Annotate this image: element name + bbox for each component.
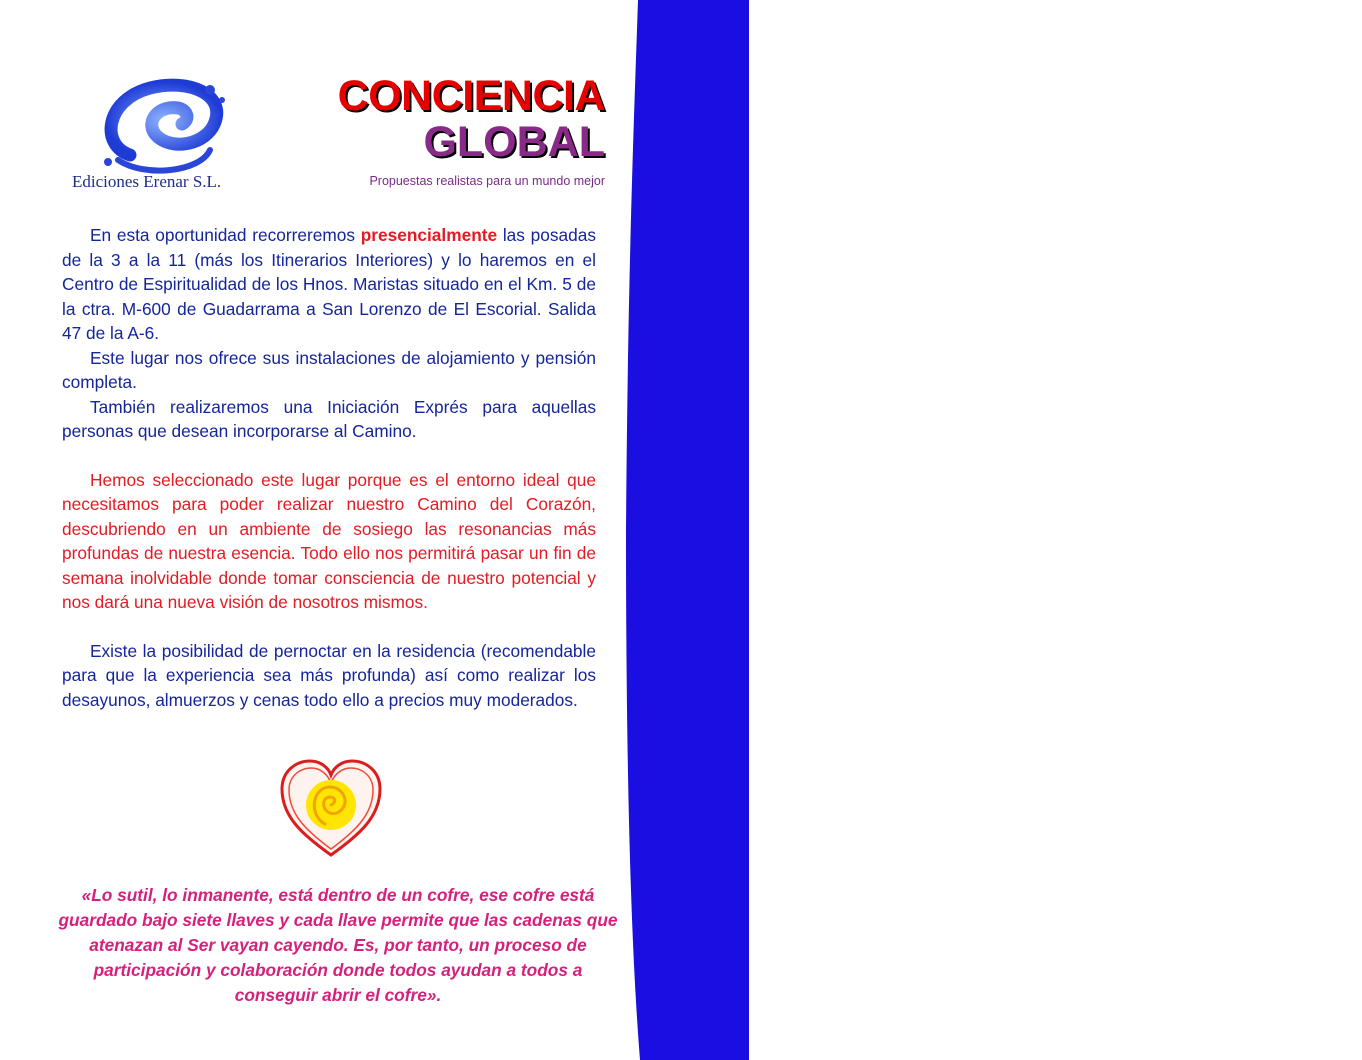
heart-spiral-icon — [278, 757, 384, 860]
company-name: Ediciones Erenar S.L. — [72, 172, 222, 191]
p1-text-start: En esta oportunidad recorreremos — [90, 225, 361, 245]
brand-tagline: Propuestas realistas para un mundo mejor — [369, 174, 605, 188]
paragraph-1 — [62, 223, 596, 346]
paragraph-2: Este lugar nos ofrece sus instalaciones de alojamiento y pensión completa. — [62, 347, 596, 392]
paragraph-5: Existe la posibilidad de pernoctar en la residencia (recomendable para que la experiencia sea más profunda) así como realizar los desayunos, almuerzos y cenas todo ello a precios muy moderados. — [62, 640, 596, 710]
closing-quote: «Lo sutil, lo inmanente, está dentro de un cofre, ese cofre está guardado bajo siete llaves y cada llave permite que las cadenas que atenazan al Ser vayan cayendo. Es, por tanto, un proceso de participación y colaboración donde todos ayudan a todos a conseguir abrir el cofre». — [58, 885, 618, 1005]
course-subtitle: «Posadas 3 a la 11 más itinerarios interiores del Camino del Corazón» — [1285, 52, 1318, 989]
course-title: Curso/Taller: — [1315, 388, 1362, 624]
brand-title-line2: GLOBAL — [423, 118, 605, 166]
paragraph-3: También realizaremos una Iniciación Exprés para aquellas personas que desean incorporarse al Camino. — [62, 396, 596, 441]
side-banner-text — [628, 0, 1362, 1060]
p1-text-end: las posadas de la 3 a la 11 (más los Itinerarios Interiores) y lo haremos en el Centro de Espiritualidad de los Hnos. Maristas situado en el Km. 5 de la ctra. M-600 de Guadarrama a San Lorenzo de El Escorial. Salida 47 de la A-6. — [62, 225, 596, 343]
body-text — [62, 223, 596, 712]
brand-title-line1: CONCIENCIA — [337, 72, 605, 120]
paragraph-4: Hemos seleccionado este lugar porque es el entorno ideal que necesitamos para poder realizar nuestro Camino del Corazón, descubriendo en un ambiente de sosiego las resonancias más profundas de nuestra esencia. Todo ello nos permitirá pasar un fin de semana inolvidable donde tomar consciencia de nuestro potencial y nos dará una nueva visión de nosotros mismos. — [62, 469, 596, 612]
highlight-word: presencialmente — [360, 225, 498, 245]
